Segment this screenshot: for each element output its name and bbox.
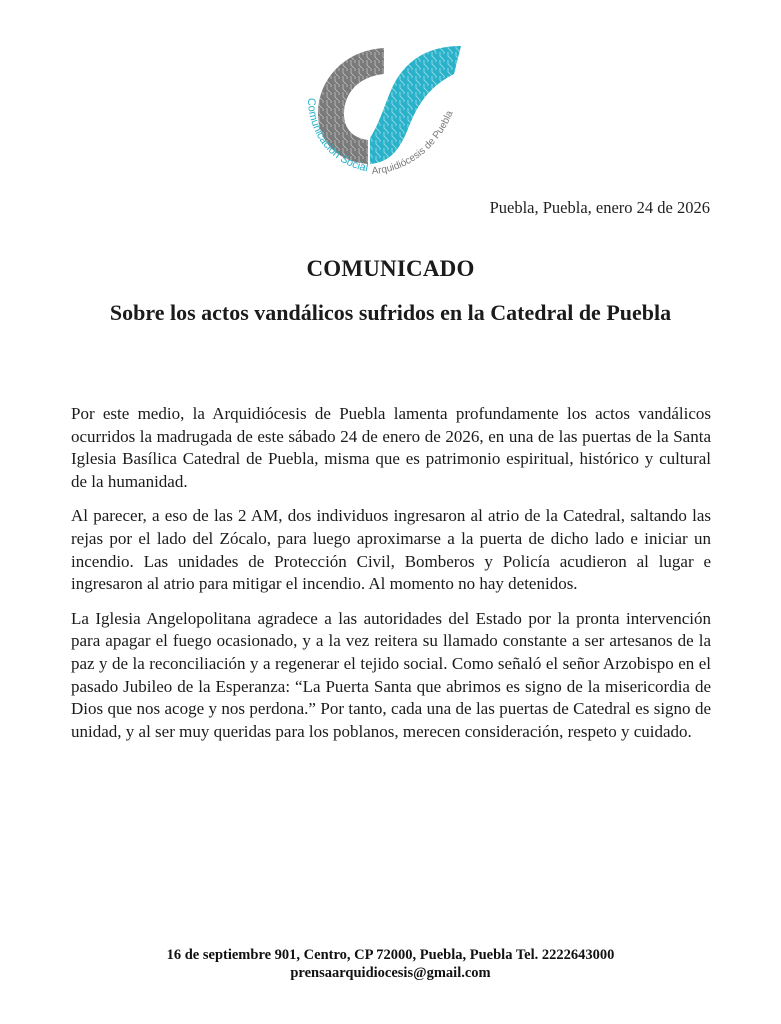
document-title: COMUNICADO xyxy=(306,256,475,281)
footer xyxy=(0,946,781,982)
document-body xyxy=(71,403,711,755)
footer-address: 16 de septiembre 901, Centro, CP 72000, Puebla, Puebla Tel. 2222643000 xyxy=(166,947,615,963)
comunicacion-social-logo-icon xyxy=(286,36,476,186)
logo xyxy=(286,36,476,186)
svg-text:Comunicación Social: Comunicación Social xyxy=(304,97,370,175)
paragraph: Al parecer, a eso de las 2 AM, dos individuos ingresaron al atrio de la Catedral, saltando las rejas por el lado del Zócalo, para luego aproximarse a la puerta de dicho lado e iniciar un incendio. Las unidades de Protección Civil, Bomberos y Policía acudieron al lugar e ingresaron al atrio para mitigar el incendio. Al momento no hay detenidos. xyxy=(71,506,711,594)
footer-email: prensaarquidiocesis@gmail.com xyxy=(290,965,491,981)
paragraph: La Iglesia Angelopolitana agradece a las autoridades del Estado por la pronta intervención para apagar el fuego ocasionado, y a la vez reitera su llamado constante a ser artesanos de la paz y de la reconciliación y a regenerar el tejido social. Como señaló el señor Arzobispo en el pasado Jubileo de la Esperanza: “La Puerta Santa que abrimos es signo de la misericordia de Dios que nos acoge y nos perdona.” Por tanto, cada una de las puertas de Catedral es signo de unidad, y al ser muy queridas para los poblanos, merecen consideración, respeto y cuidado. xyxy=(71,608,711,741)
paragraph: Por este medio, la Arquidiócesis de Puebla lamenta profundamente los actos vandálicos ocurridos la madrugada de este sábado 24 de enero de 2026, en una de las puertas de la Santa Iglesia Basílica Catedral de Puebla, misma que es patrimonio espiritual, histórico y cultural de la humanidad. xyxy=(71,404,711,491)
date-line: Puebla, Puebla, enero 24 de 2026 xyxy=(489,198,710,217)
svg-text:Arquidiócesis de Puebla: Arquidiócesis de Puebla xyxy=(371,109,456,178)
document-subtitle: Sobre los actos vandálicos sufridos en la Catedral de Puebla xyxy=(109,300,672,325)
